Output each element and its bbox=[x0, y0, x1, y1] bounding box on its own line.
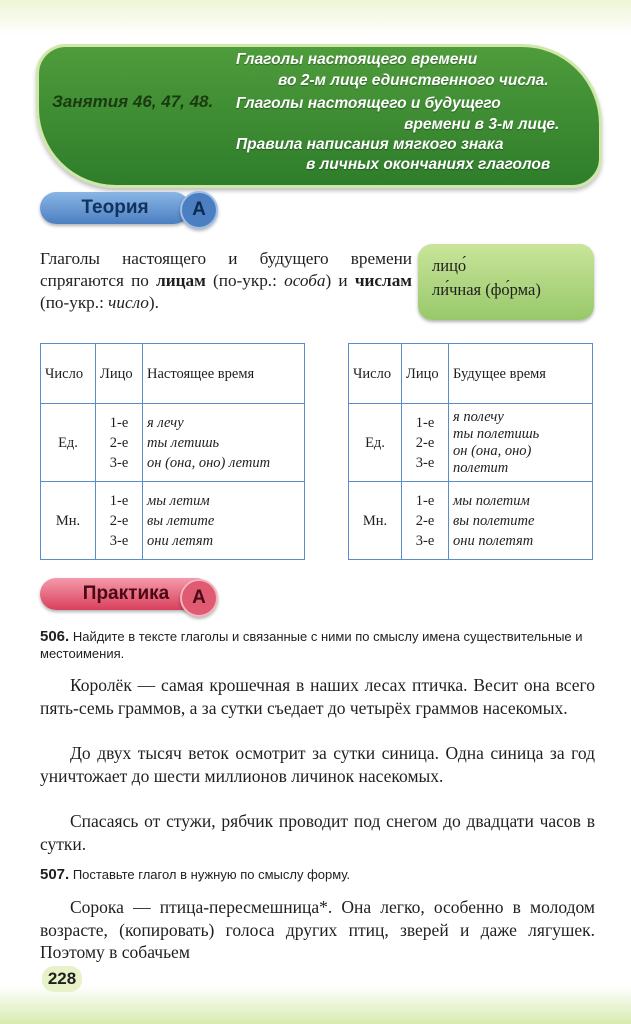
cell-number: Ед. bbox=[349, 404, 402, 482]
exercise-paragraph: Королёк — самая крошечная в наших лесах птичка. Весит она всего пять-семь граммов, а за сутки съедает до четырёх граммов насекомых. bbox=[40, 675, 595, 718]
table-row bbox=[349, 404, 593, 482]
cell-number: Мн. bbox=[349, 482, 402, 560]
task-number: 507. bbox=[40, 866, 70, 883]
theory-term-persons: лицам bbox=[156, 271, 206, 290]
page-number: 228 bbox=[42, 966, 82, 992]
exercise-paragraph: Спасаясь от стужи, рябчик проводит под снегом до двадцати часов в сутки. bbox=[40, 811, 595, 854]
banner-line: времени в 3-м лице. bbox=[404, 116, 560, 133]
lesson-number: Занятия 46, 47, 48. bbox=[52, 92, 214, 111]
footer-strip bbox=[0, 986, 631, 1024]
task-number: 506. bbox=[40, 628, 70, 645]
cell-forms: я полечу ты полетишь он (она, оно) полетит bbox=[449, 404, 593, 482]
table-row bbox=[349, 482, 593, 560]
col-header-person: Лицо bbox=[402, 344, 449, 404]
banner-line: Глаголы настоящего и будущего bbox=[236, 95, 501, 112]
col-header-person: Лицо bbox=[96, 344, 143, 404]
practice-level-badge: А bbox=[180, 579, 218, 617]
cell-persons: 1-е 2-е 3-е bbox=[402, 404, 449, 482]
theory-translation: число bbox=[108, 293, 149, 312]
cell-persons: 1-е 2-е 3-е bbox=[402, 482, 449, 560]
theory-level-badge: А bbox=[180, 191, 218, 229]
theory-translation: особа bbox=[284, 271, 326, 290]
table-row bbox=[41, 404, 305, 482]
theory-fragment: ). bbox=[148, 293, 159, 312]
task-507 bbox=[40, 866, 595, 883]
theory-fragment: ) и bbox=[325, 271, 355, 290]
cell-persons: 1-е 2-е 3-е bbox=[96, 482, 143, 560]
col-header-tense: Настоящее время bbox=[143, 344, 305, 404]
banner-line: в личных окончаниях глаголов bbox=[306, 156, 551, 173]
note-line: ли́чная (фо́рма) bbox=[432, 280, 541, 299]
col-header-number: Число bbox=[349, 344, 402, 404]
cell-forms: мы летим вы летите они летят bbox=[143, 482, 305, 560]
top-strip bbox=[0, 0, 631, 36]
col-header-tense: Будущее время bbox=[449, 344, 593, 404]
stress-note bbox=[418, 244, 594, 320]
practice-badge: Практика bbox=[40, 578, 212, 610]
exercise-paragraph: До двух тысяч веток осмотрит за сутки синица. Одна синица за год уничтожает до шести миллионов личинок насекомых. bbox=[40, 743, 595, 786]
theory-term-numbers: числам bbox=[354, 271, 412, 290]
task-instruction: Поставьте глагол в нужную по смыслу форму. bbox=[72, 867, 351, 882]
col-header-number: Число bbox=[41, 344, 96, 404]
table-row bbox=[41, 482, 305, 560]
banner-line: Глаголы настоящего времени bbox=[236, 51, 478, 68]
future-tense-table bbox=[348, 343, 593, 560]
present-tense-table bbox=[40, 343, 305, 560]
task-506 bbox=[40, 628, 595, 662]
theory-text bbox=[40, 248, 412, 314]
theory-fragment: (по-укр.: bbox=[40, 293, 109, 312]
cell-forms: я лечу ты летишь он (она, оно) летит bbox=[143, 404, 305, 482]
theory-fragment: (по-укр.: bbox=[205, 271, 285, 290]
cell-number: Ед. bbox=[41, 404, 96, 482]
banner-line: во 2-м лице единственного числа. bbox=[278, 72, 549, 89]
theory-fragment: Глаголы настоящего и будущего времени спрягаются по bbox=[40, 249, 412, 290]
task-instruction: Найдите в тексте глаголы и связанные с ними по смыслу имена существительные и местоимения. bbox=[40, 629, 583, 661]
note-line: лицо́ bbox=[432, 256, 467, 275]
cell-number: Мн. bbox=[41, 482, 96, 560]
theory-badge: Теория bbox=[40, 192, 190, 224]
exercise-paragraph: Сорока — птица-пересмешница*. Она легко, особенно в молодом возрасте, (копировать) голоса других птиц, зверей и даже лягушек. Поэтому в собачьем bbox=[40, 897, 595, 962]
banner-line: Правила написания мягкого знака bbox=[236, 136, 504, 153]
cell-persons: 1-е 2-е 3-е bbox=[96, 404, 143, 482]
cell-forms: мы полетим вы полетите они полетят bbox=[449, 482, 593, 560]
